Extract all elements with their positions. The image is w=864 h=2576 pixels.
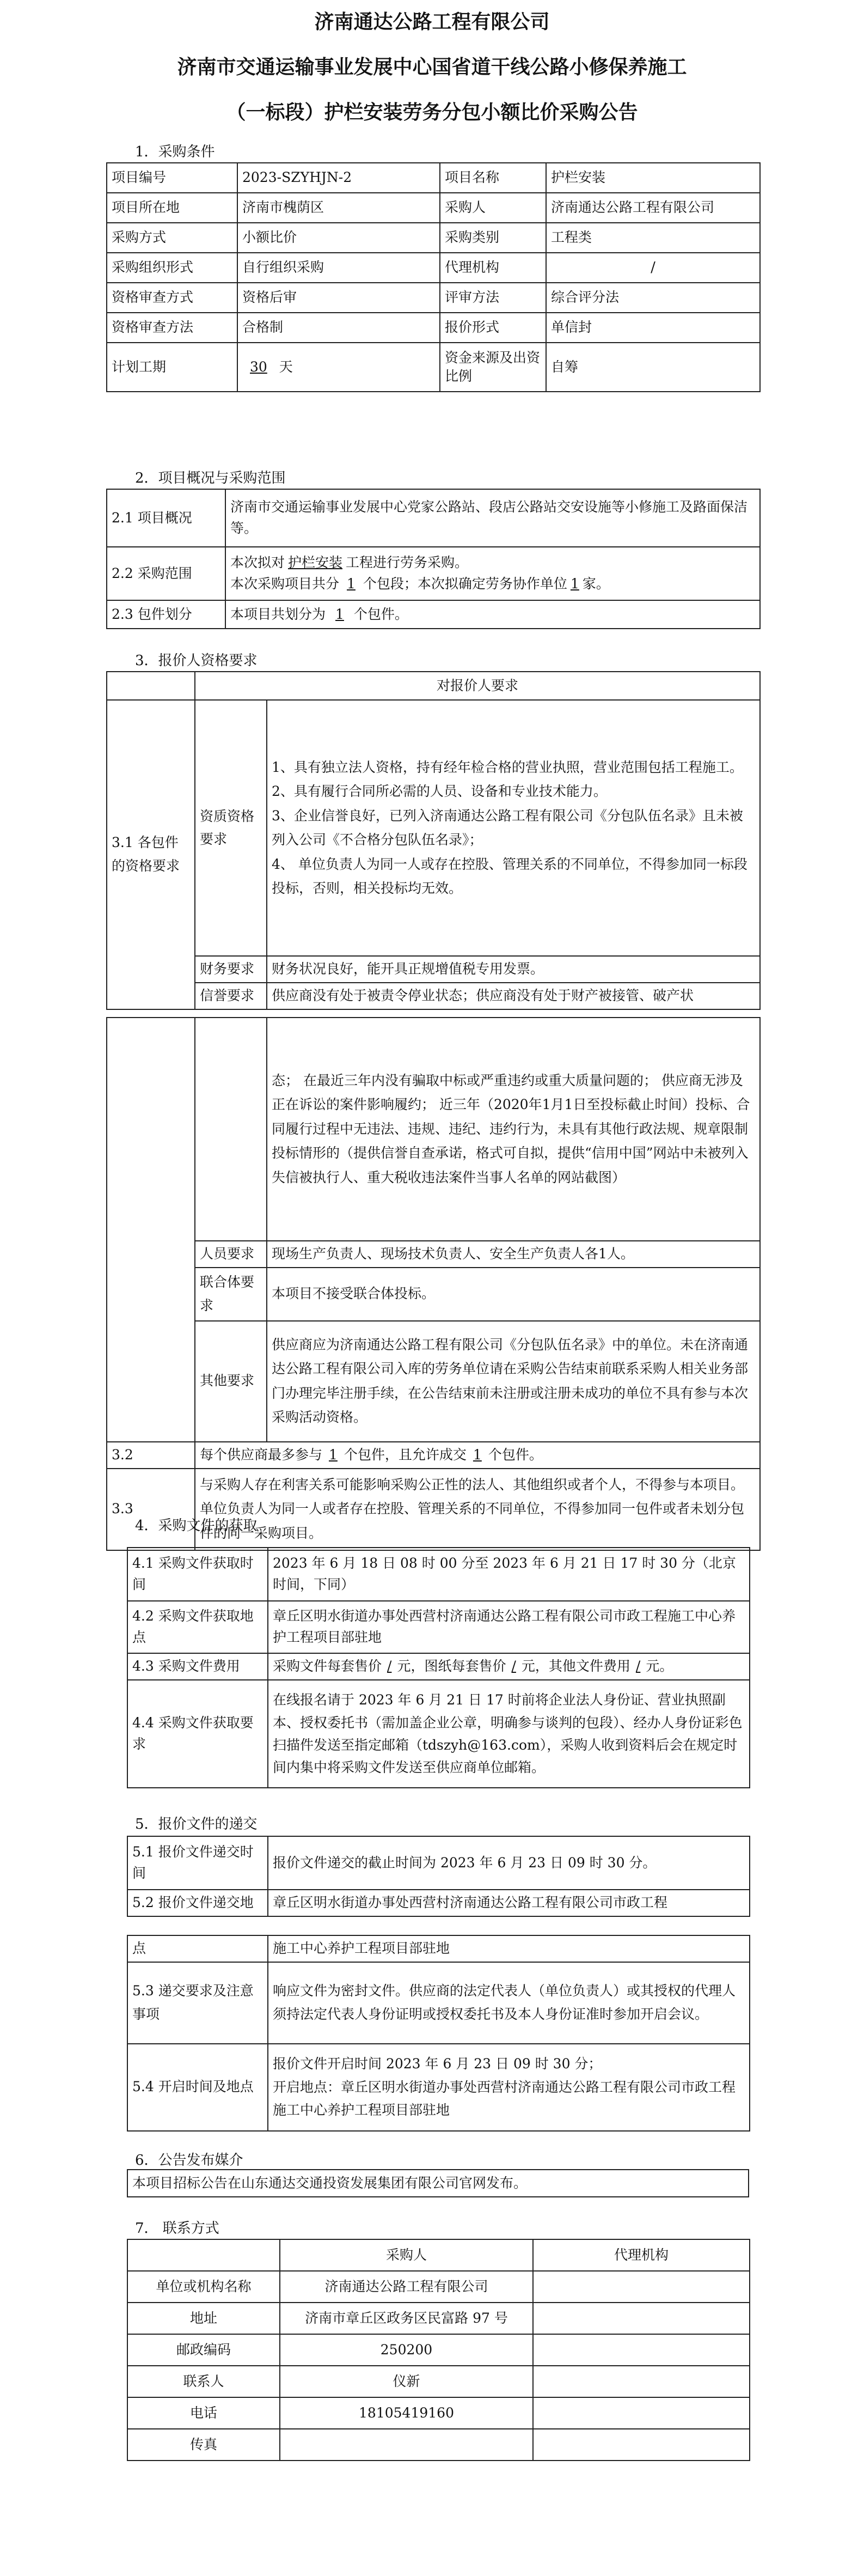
value-cell: 在线报名请于 2023 年 6 月 21 日 17 时前将企业法人身份证、营业执照副本、授权委托书（需加盖企业公章，明确参与谈判的包段）、经办人身份证彩色扫描件发送至指定邮箱（tdszyh@163.com），采购人收到资料后会在规定时间内集中将采购文件发送至供应商单位邮箱。 [268,1680,750,1788]
table-row [107,983,760,1009]
label-cell: 项目名称 [440,163,546,193]
label-cell: 3.1 各包件的资格要求 [107,700,195,1009]
value-cell [268,2044,750,2131]
text-fragment: 工程进行劳务采购。 [346,555,469,571]
publication-media-table [127,2169,749,2197]
label-cell: 评审方法 [440,283,546,313]
table-row [107,253,760,283]
sub-label-cell: 资质资格要求 [195,700,267,956]
value-cell: 自筹 [546,343,760,392]
section-5-heading: 5．报价文件的递交 [135,1816,258,1832]
label-cell: 4.4 采购文件获取要求 [127,1680,268,1788]
section-4-heading: 4．采购文件的获取 [135,1518,258,1534]
value-cell: 章丘区明水街道办事处西营村济南通达公路工程有限公司市政工程 [268,1890,750,1916]
text-fragment: 本次采购项目共分 [230,576,340,592]
value-cell: 济南市章丘区政务区民富路 97 号 [280,2303,533,2334]
blank-cell [195,1018,267,1241]
value-cell: 济南市交通运输事业发展中心党家公路站、段店公路站交安设施等小修施工及路面保洁等。 [225,489,760,547]
label-cell: 计划工期 [107,343,237,392]
label-cell: 代理机构 [440,253,546,283]
bidder-qualification-table-part1 [106,671,761,1010]
value-cell [195,1442,760,1469]
label-cell: 5.2 报价文件递交地 [127,1890,268,1916]
label-cell: 单位或机构名称 [127,2271,280,2303]
table-row [107,1268,760,1321]
value-cell: 工程类 [546,223,760,253]
value-cell: 本项目招标公告在山东通达交通投资发展集团有限公司官网发布。 [127,2170,749,2197]
label-cell: 5.1 报价文件递交时间 [127,1836,268,1890]
label-cell: 资金来源及出资比例 [440,343,546,392]
table-row [127,1601,750,1653]
value-cell [237,343,440,392]
sub-label-cell: 财务要求 [195,956,267,983]
value-cell: 250200 [280,2334,533,2366]
document-acquisition-table [127,1547,750,1788]
table-row [107,313,760,343]
table-row [107,163,760,193]
drawing-price: / [511,1658,516,1674]
package-count: 1 [347,576,356,592]
value-cell [268,1653,750,1680]
table-row [107,343,760,392]
text-fragment: 每个供应商最多参与 [200,1446,323,1463]
value-cell: 施工中心养护工程项目部驻地 [268,1935,750,1962]
value-cell: 本项目不接受联合体投标。 [267,1268,760,1321]
label-cell: 电话 [127,2397,280,2429]
table-row [127,1935,750,1962]
value-cell: 济南通达公路工程有限公司 [546,193,760,223]
notice-title-line1: 济南市交通运输事业发展中心国省道干线公路小修保养施工 [177,56,687,78]
label-cell: 资格审查方法 [107,313,237,343]
sub-label-cell: 联合体要求 [195,1268,267,1321]
section-6-heading: 6．公告发布媒介 [135,2152,243,2169]
blank-cell [533,2429,750,2461]
table-row [127,1680,750,1788]
bidder-qualification-table-part2 [106,1017,761,1551]
company-title: 济南通达公路工程有限公司 [314,10,550,33]
award-lots: 1 [473,1446,482,1463]
blank-cell [533,2303,750,2334]
label-cell: 3.2 [107,1442,195,1469]
label-cell: 地址 [127,2303,280,2334]
text-fragment: 家。 [582,576,610,592]
label-cell: 邮政编码 [127,2334,280,2366]
table-row [127,1890,750,1916]
text-fragment: 本次拟对 [230,555,285,571]
sub-label-cell: 信誉要求 [195,983,267,1009]
table-row [107,1442,760,1469]
header-cell: 采购人 [280,2239,533,2271]
text-fragment: 个包件。 [488,1446,543,1463]
value-cell: 合格制 [237,313,440,343]
sub-label-cell: 人员要求 [195,1241,267,1268]
table-row [127,2239,750,2271]
table-row [127,2429,750,2461]
label-cell: 传真 [127,2429,280,2461]
value-cell: 济南通达公路工程有限公司 [280,2271,533,2303]
table-row [127,2303,750,2334]
duration-value: 30 [250,358,267,375]
header-cell: 代理机构 [533,2239,750,2271]
section-7-heading: 7． 联系方式 [135,2220,219,2237]
table-row [127,1548,750,1601]
value-cell: 仪新 [280,2366,533,2397]
label-cell: 2.3 包件划分 [107,600,225,629]
value-cell: 18105419160 [280,2397,533,2429]
label-cell: 采购人 [440,193,546,223]
value-cell: 济南市槐荫区 [237,193,440,223]
value-cell: 供应商应为济南通达公路工程有限公司《分包队伍名录》中的单位。未在济南通达公路工程有限公司入库的劳务单位请在采购公告结束前联系采购人相关业务部门办理完毕注册手续，在公告结束前未注册或注册未成功的单位不具有参与本次采购活动资格。 [267,1321,760,1442]
table-row [107,283,760,313]
label-cell: 采购类别 [440,223,546,253]
label-cell: 2.1 项目概况 [107,489,225,547]
label-cell: 4.1 采购文件获取时间 [127,1548,268,1601]
contact-table [127,2239,750,2461]
table-row [127,1653,750,1680]
unit-count: 1 [570,576,579,592]
text-fragment: 个包件，且允许成交 [344,1446,467,1463]
value-cell: 护栏安装 [546,163,760,193]
table-row [107,1241,760,1268]
opening-time: 报价文件开启时间 2023 年 6 月 23 日 09 时 30 分； [273,2056,602,2072]
blank-cell [127,2239,280,2271]
blank-cell [533,2397,750,2429]
value-cell: 单信封 [546,313,760,343]
table-row [127,1962,750,2044]
section-1-heading: 1．采购条件 [135,144,215,160]
table-row [127,1836,750,1890]
sub-label-cell: 其他要求 [195,1321,267,1442]
value-cell: 与采购人存在利害关系可能影响采购公正性的法人、其他组织或者个人，不得参与本项目。单位负责人为同一人或者存在控股、管理关系的不同单位，不得参加同一包件或者未划分包件的同一采购项目。 [195,1469,760,1550]
blank-cell [533,2334,750,2366]
value-cell: / [546,253,760,283]
blank-cell [533,2366,750,2397]
header-cell: 对报价人要求 [195,672,760,700]
table-row [107,489,760,547]
value-cell: 小额比价 [237,223,440,253]
table-row [107,1469,760,1550]
table-row [127,2170,749,2197]
value-cell: 2023-SZYHJN-2 [237,163,440,193]
label-cell: 5.4 开启时间及地点 [127,2044,268,2131]
value-cell: 供应商没有处于被责令停业状态；供应商没有处于财产被接管、破产状 [267,983,760,1009]
label-cell: 报价形式 [440,313,546,343]
table-row [127,2366,750,2397]
label-cell: 采购方式 [107,223,237,253]
value-cell: 2023 年 6 月 18 日 08 时 00 分至 2023 年 6 月 21 日 17 时 30 分（北京时间，下同） [268,1548,750,1601]
value-cell [225,547,760,600]
max-lots: 1 [329,1446,338,1463]
lot-count: 1 [335,606,344,622]
section-2-heading: 2．项目概况与采购范围 [135,470,286,486]
notice-title-line2: （一标段）护栏安装劳务分包小额比价采购公告 [226,101,638,124]
value-cell: 章丘区明水街道办事处西营村济南通达公路工程有限公司市政工程施工中心养护工程项目部驻地 [268,1601,750,1653]
value-cell: 报价文件递交的截止时间为 2023 年 6 月 23 日 09 时 30 分。 [268,1836,750,1890]
text-fragment: 本项目共划分为 [230,606,326,622]
value-cell: 现场生产负责人、现场技术负责人、安全生产负责人各1人。 [267,1241,760,1268]
label-cell: 2.2 采购范围 [107,547,225,600]
text-fragment: 个包件。 [353,606,408,622]
table-row [107,223,760,253]
text-fragment: 元，图纸每套售价 [397,1658,506,1674]
label-cell: 采购组织形式 [107,253,237,283]
table-row [127,2044,750,2131]
value-cell: 资格后审 [237,283,440,313]
text-fragment: 元。 [646,1658,673,1674]
blank-cell [107,1018,195,1442]
value-cell [280,2429,533,2461]
table-row [107,700,760,956]
scope-name: 护栏安装 [288,555,343,571]
blank-cell [107,672,195,700]
credit-continued: 态； 在最近三年内没有骗取中标或严重违约或重大质量问题的； 供应商无涉及正在诉讼的案件影响履约； 近三年（2020年1月1日至投标截止时间）投标、合同履行过程中无违法、违规、违纪、违约行为，未具有其他行政法规、规章限制投标情形的（提供信誉自查承诺，格式可自拟，提供“信用中国”网站中未被列入失信被执行人、重大税收违法案件当事人名单的网站截图） [267,1018,760,1241]
table-row [107,956,760,983]
table-row [127,2271,750,2303]
qualification-item: 1、具有独立法人资格，持有经年检合格的营业执照，营业范围包括工程施工。 [272,759,743,775]
table-row [107,193,760,223]
project-overview-table [106,489,761,629]
doc-price: / [387,1658,392,1674]
bid-submission-table-part2 [127,1935,750,2132]
label-cell: 4.2 采购文件获取地点 [127,1601,268,1653]
label-cell: 点 [127,1935,268,1962]
value-cell: 自行组织采购 [237,253,440,283]
bid-submission-table-part1 [127,1836,750,1917]
opening-place: 开启地点：章丘区明水街道办事处西营村济南通达公路工程有限公司市政工程施工中心养护工程项目部驻地 [273,2079,736,2118]
value-cell: 响应文件为密封文件。供应商的法定代表人（单位负责人）或其授权的代理人须持法定代表人身份证明或授权委托书及本人身份证准时参加开启会议。 [268,1962,750,2044]
table-row [127,2397,750,2429]
duration-unit: 天 [279,358,293,375]
qualification-item: 3、企业信誉良好，已列入济南通达公路工程有限公司《分包队伍名录》且未被列入公司《不合格分包队伍名录》； [272,807,743,848]
label-cell: 5.3 递交要求及注意事项 [127,1962,268,2044]
value-cell [225,600,760,629]
label-cell: 4.3 采购文件费用 [127,1653,268,1680]
table-row [107,672,760,700]
text-fragment: 元，其他文件费用 [521,1658,630,1674]
section-3-heading: 3．报价人资格要求 [135,653,258,669]
qualification-item: 4、 单位负责人为同一人或存在控股、管理关系的不同单位，不得参加同一标段投标，否则，相关投标均无效。 [272,856,747,896]
value-cell: 财务状况良好，能开具正规增值税专用发票。 [267,956,760,983]
table-row [107,1018,760,1241]
table-row [107,600,760,629]
blank-cell [533,2271,750,2303]
table-row [107,547,760,600]
text-fragment: 采购文件每套售价 [273,1658,382,1674]
label-cell: 项目编号 [107,163,237,193]
value-cell: 综合评分法 [546,283,760,313]
label-cell: 项目所在地 [107,193,237,223]
qualification-item: 2、具有履行合同所必需的人员、设备和专业技术能力。 [272,783,607,799]
table-row [107,1321,760,1442]
qualification-list [267,700,760,956]
procurement-conditions-table [106,162,761,392]
table-row [127,2334,750,2366]
label-cell: 3.3 [107,1469,195,1550]
label-cell: 联系人 [127,2366,280,2397]
other-fee: / [635,1658,641,1674]
text-fragment: 个包段；本次拟确定劳务协作单位 [363,576,567,592]
label-cell: 资格审查方式 [107,283,237,313]
